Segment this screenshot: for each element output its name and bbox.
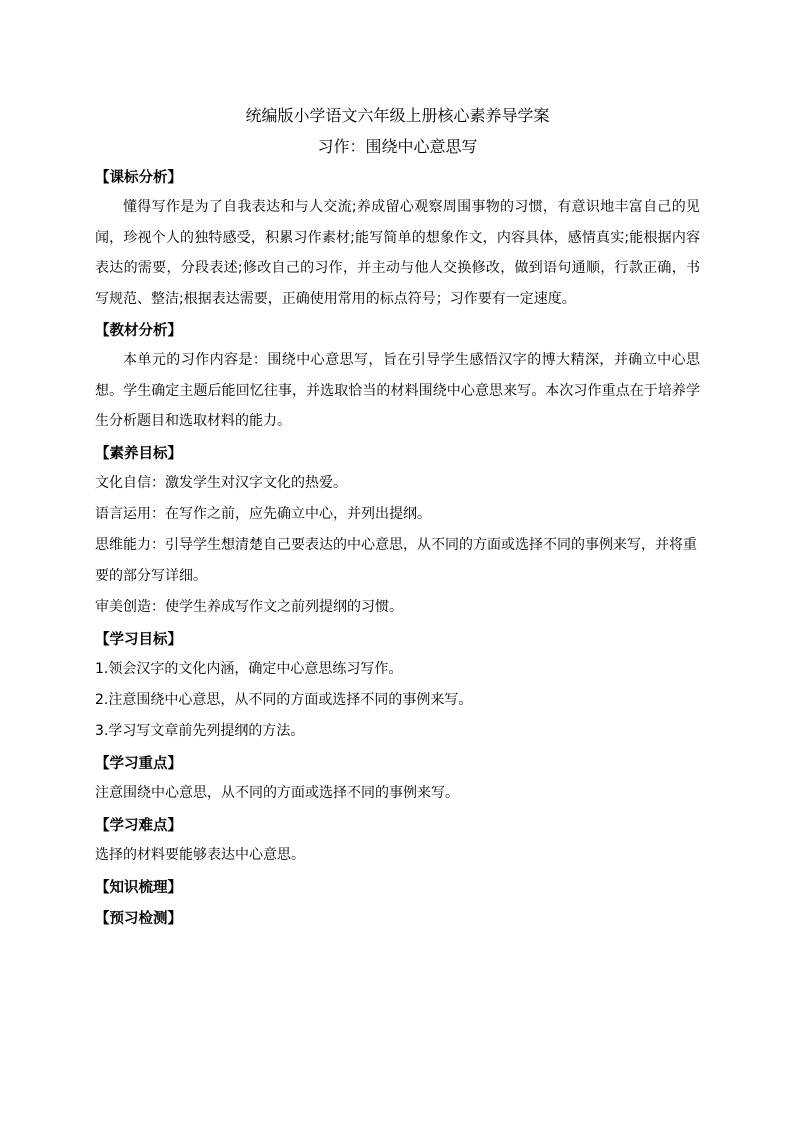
section-preview-check — [95, 905, 700, 933]
section-paragraph: 本单元的习作内容是：围绕中心意思写，旨在引导学生感悟汉字的博大精深，并确立中心思想。学生确定主题后能回忆往事，并选取恰当的材料围绕中心意思来写。本次习作重点在于培养学生分析题目和选取材料的能力。 — [95, 352, 700, 429]
goal-item: 3.学习写文章前先列提纲的方法。 — [95, 722, 305, 739]
section-heading: 【知识梳理】 — [95, 879, 182, 896]
section-difficulties — [95, 812, 700, 871]
section-knowledge-review — [95, 874, 700, 902]
section-key-points — [95, 750, 700, 809]
section-curriculum-analysis — [95, 164, 700, 314]
section-heading: 【预习检测】 — [95, 910, 182, 927]
literacy-item: 审美创造：使学生养成写作文之前列提纲的习惯。 — [95, 598, 403, 615]
section-learning-goals — [95, 626, 700, 747]
literacy-item: 语言运用：在写作之前，应先确立中心，并列出提纲。 — [95, 505, 431, 522]
section-heading: 【教材分析】 — [95, 323, 182, 339]
section-heading: 【素养目标】 — [95, 445, 182, 462]
section-heading: 【学习目标】 — [95, 631, 182, 648]
document-title: 统编版小学语文六年级上册核心素养导学案 — [245, 106, 550, 125]
goal-item: 2.注意围绕中心意思，从不同的方面或选择不同的事例来写。 — [95, 691, 473, 708]
literacy-item: 文化自信：激发学生对汉字文化的热爱。 — [95, 474, 347, 491]
section-heading: 【学习重点】 — [95, 755, 182, 772]
section-textbook-analysis — [95, 317, 700, 437]
section-paragraph: 懂得写作是为了自我表达和与人交流;养成留心观察周围事物的习惯，有意识地丰富自己的见闻，珍视个人的独特感受，积累习作素材;能写简单的想象作文，内容具体，感情真实;能根据内容表达的需要，分段表述;修改自己的习作，并主动与他人交换修改，做到语句通顺，行款正确，书写规范、整洁;根据表达需要，正确使用常用的标点符号；习作要有一定速度。 — [95, 199, 700, 307]
goal-item: 1.领会汉字的文化内涵，确定中心意思练习写作。 — [95, 660, 403, 677]
section-literacy-goals — [95, 440, 700, 623]
section-heading: 【学习难点】 — [95, 817, 182, 834]
literacy-item: 思维能力：引导学生想清楚自己要表达的中心意思，从不同的方面或选择不同的事例来写，并将重要的部分写详细。 — [95, 536, 697, 584]
section-line: 注意围绕中心意思，从不同的方面或选择不同的事例来写。 — [95, 784, 459, 801]
document-subtitle: 习作：围绕中心意思写 — [317, 137, 478, 156]
section-line: 选择的材料要能够表达中心意思。 — [95, 846, 305, 863]
section-heading: 【课标分析】 — [95, 170, 182, 186]
